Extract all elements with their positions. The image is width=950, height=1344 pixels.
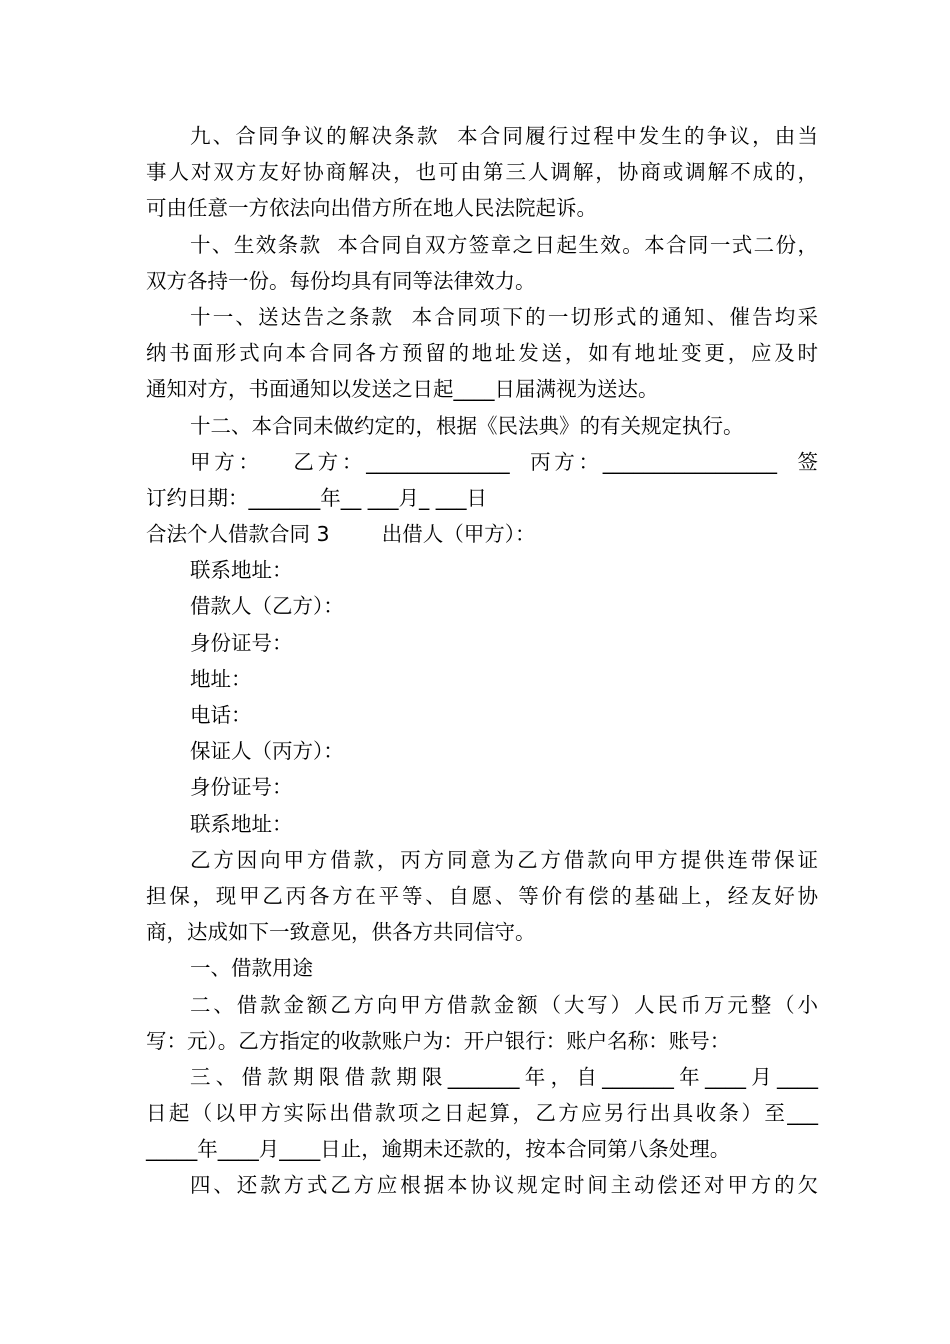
text-line: 合法个人借款合同 3 出借人（甲方）： bbox=[146, 522, 536, 547]
text-line: 担保，现甲乙丙各方在平等、自愿、等价有偿的基础上，经友好协 bbox=[146, 883, 818, 908]
text-line: 地址： bbox=[190, 666, 252, 691]
text-line: 三、借款期限借款期限_______年，自_______年____月____ bbox=[190, 1064, 818, 1089]
text-line: 商，达成如下一致意见，供各方共同信守。 bbox=[146, 920, 536, 945]
text-line: 四、还款方式乙方应根据本协议规定时间主动偿还对甲方的欠 bbox=[190, 1173, 818, 1198]
text-line: 二、借款金额乙方向甲方借款金额（大写）人民币万元整（小 bbox=[190, 992, 818, 1017]
text-line: 九、合同争议的解决条款 本合同履行过程中发生的争议，由当 bbox=[190, 124, 818, 148]
text-line: 纳书面形式向本合同各方预留的地址发送，如有地址变更，应及时 bbox=[146, 341, 818, 366]
text-line: 联系地址： bbox=[190, 811, 293, 836]
text-line: _____年____月____日止，逾期未还款的，按本合同第八条处理。 bbox=[146, 1137, 731, 1162]
text-line: 订约日期：_______年__ ___月_ ___日 bbox=[146, 485, 488, 510]
text-line: 借款人（乙方）： bbox=[190, 594, 344, 619]
text-line: 事人对双方友好协商解决，也可由第三人调解，协商或调解不成的， bbox=[146, 160, 818, 185]
text-line: 身份证号： bbox=[190, 630, 293, 655]
text-line: 写：元）。乙方指定的收款账户为：开户银行：账户名称：账号： bbox=[146, 1028, 731, 1053]
text-line: 乙方因向甲方借款，丙方同意为乙方借款向甲方提供连带保证 bbox=[190, 847, 818, 872]
text-line: 十一、送达告之条款 本合同项下的一切形式的通知、催告均采 bbox=[190, 304, 818, 329]
text-line: 一、借款用途 bbox=[190, 956, 313, 981]
text-line: 日起（以甲方实际出借款项之日起算，乙方应另行出具收条）至___ bbox=[146, 1101, 818, 1126]
text-line: 双方各持一份。每份均具有同等法律效力。 bbox=[146, 268, 536, 293]
text-line: 电话： bbox=[190, 703, 252, 727]
text-line: 十、生效条款 本合同自双方签章之日起生效。本合同一式二份， bbox=[190, 232, 818, 257]
text-line: 通知对方，书面通知以发送之日起____日届满视为送达。 bbox=[146, 377, 659, 402]
text-line: 十二、本合同未做约定的，根据《民法典》的有关规定执行。 bbox=[190, 413, 744, 438]
text-line: 可由任意一方依法向出借方所在地人民法院起诉。 bbox=[146, 196, 597, 221]
text-line: 联系地址： bbox=[190, 558, 293, 583]
document-page bbox=[146, 118, 818, 1204]
text-line: 保证人（丙方）： bbox=[190, 739, 344, 764]
text-line: 甲方： 乙方：______________ 丙方：_________________ 签 bbox=[190, 449, 818, 474]
text-line: 身份证号： bbox=[190, 775, 293, 800]
